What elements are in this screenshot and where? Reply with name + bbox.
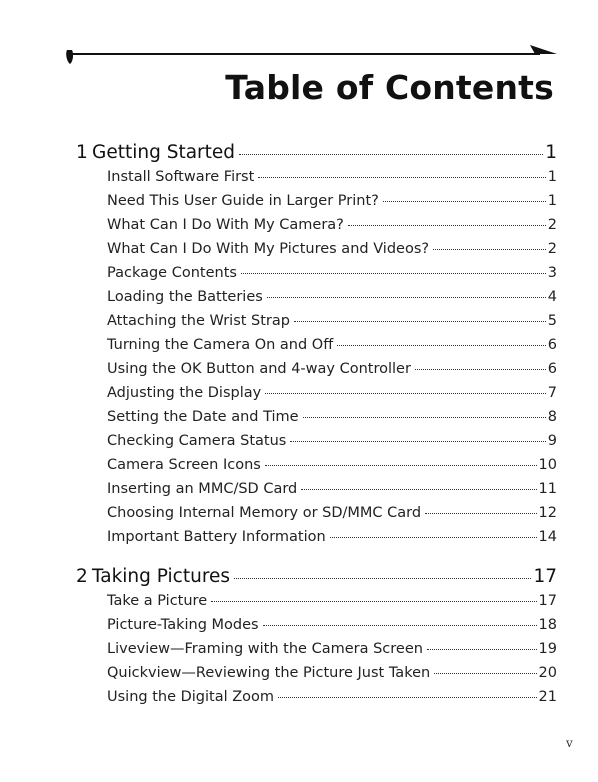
page-number: 3 xyxy=(547,265,557,281)
page-number: 6 xyxy=(547,337,557,353)
dot-leader xyxy=(294,321,546,322)
toc-entry[interactable] xyxy=(107,665,557,681)
chapter-number: 1 xyxy=(76,142,88,163)
toc-entry[interactable] xyxy=(107,409,557,425)
chapter-title: Getting Started xyxy=(92,142,236,163)
toc-entry[interactable] xyxy=(107,593,557,609)
page-number: 12 xyxy=(538,505,557,521)
dot-leader xyxy=(265,465,537,466)
page-number: 2 xyxy=(547,241,557,257)
toc-entry[interactable] xyxy=(107,241,557,257)
toc-entry[interactable] xyxy=(107,193,557,209)
dot-leader xyxy=(434,673,536,674)
entry-title: Choosing Internal Memory or SD/MMC Card xyxy=(107,505,422,521)
page-number: 11 xyxy=(538,481,557,497)
entry-title: What Can I Do With My Pictures and Videos? xyxy=(107,241,430,257)
dot-leader xyxy=(425,513,536,514)
toc-entry[interactable] xyxy=(107,265,557,281)
page-number: 6 xyxy=(547,361,557,377)
dot-leader xyxy=(427,649,537,650)
toc-entry[interactable] xyxy=(107,289,557,305)
toc-entry[interactable] xyxy=(107,337,557,353)
toc-entry[interactable] xyxy=(107,641,557,657)
dot-leader xyxy=(383,201,546,202)
entry-title: What Can I Do With My Camera? xyxy=(107,217,344,233)
entry-title: Loading the Batteries xyxy=(107,289,263,305)
page-number: 18 xyxy=(538,617,557,633)
page-number: 1 xyxy=(547,169,557,185)
entry-title: Take a Picture xyxy=(107,593,208,609)
page-number: 2 xyxy=(547,217,557,233)
dot-leader xyxy=(265,393,546,394)
dot-leader xyxy=(258,177,545,178)
chapter-title: Taking Pictures xyxy=(92,566,231,587)
entry-title: Need This User Guide in Larger Print? xyxy=(107,193,379,209)
entry-title: Using the Digital Zoom xyxy=(107,689,275,705)
toc-chapter-1[interactable] xyxy=(76,142,557,163)
entry-title: Camera Screen Icons xyxy=(107,457,261,473)
page-number: 21 xyxy=(538,689,557,705)
toc-entry[interactable] xyxy=(107,481,557,497)
entry-title: Attaching the Wrist Strap xyxy=(107,313,290,329)
dot-leader xyxy=(433,249,546,250)
dot-leader xyxy=(239,154,543,155)
page-number: 8 xyxy=(547,409,557,425)
dot-leader xyxy=(303,417,546,418)
toc-entry[interactable] xyxy=(107,433,557,449)
dot-leader xyxy=(241,273,546,274)
entry-title: Using the OK Button and 4-way Controller xyxy=(107,361,411,377)
dot-leader xyxy=(267,297,546,298)
toc-entry[interactable] xyxy=(107,385,557,401)
chapter-number: 2 xyxy=(76,566,88,587)
dot-leader xyxy=(330,537,537,538)
toc-entry[interactable] xyxy=(107,529,557,545)
toc-entry[interactable] xyxy=(107,169,557,185)
page-title: Table of Contents xyxy=(225,68,554,107)
toc-entry[interactable] xyxy=(107,457,557,473)
page-number: 4 xyxy=(547,289,557,305)
dot-leader xyxy=(234,578,531,579)
entry-title: Adjusting the Display xyxy=(107,385,262,401)
toc-entry[interactable] xyxy=(107,617,557,633)
entry-title: Quickview—Reviewing the Picture Just Taken xyxy=(107,665,431,681)
page-number: 19 xyxy=(538,641,557,657)
dot-leader xyxy=(290,441,545,442)
entry-title: Setting the Date and Time xyxy=(107,409,299,425)
page-number: 20 xyxy=(538,665,557,681)
toc-entry[interactable] xyxy=(107,217,557,233)
page-number: 9 xyxy=(547,433,557,449)
page-number: 14 xyxy=(538,529,557,545)
toc-chapter-2[interactable] xyxy=(76,566,557,587)
entry-title: Picture-Taking Modes xyxy=(107,617,259,633)
dot-leader xyxy=(301,489,536,490)
toc-entry[interactable] xyxy=(107,505,557,521)
dot-leader xyxy=(278,697,537,698)
toc-entry[interactable] xyxy=(107,361,557,377)
dot-leader xyxy=(348,225,546,226)
dot-leader xyxy=(337,345,546,346)
page-number: 17 xyxy=(538,593,557,609)
entry-title: Checking Camera Status xyxy=(107,433,287,449)
page-number: 1 xyxy=(545,142,557,163)
page-number: 10 xyxy=(538,457,557,473)
entry-title: Package Contents xyxy=(107,265,237,281)
entry-title: Liveview—Framing with the Camera Screen xyxy=(107,641,423,657)
entry-title: Inserting an MMC/SD Card xyxy=(107,481,298,497)
page-number: 7 xyxy=(547,385,557,401)
dot-leader xyxy=(415,369,546,370)
entry-title: Install Software First xyxy=(107,169,255,185)
entry-title: Turning the Camera On and Off xyxy=(107,337,334,353)
page-number: 1 xyxy=(547,193,557,209)
dot-leader xyxy=(211,601,536,602)
toc-entry[interactable] xyxy=(107,313,557,329)
page-number: 17 xyxy=(533,566,557,587)
entry-title: Important Battery Information xyxy=(107,529,326,545)
dot-leader xyxy=(263,625,537,626)
page-folio: v xyxy=(566,736,573,750)
page-number: 5 xyxy=(547,313,557,329)
toc-entry[interactable] xyxy=(107,689,557,705)
